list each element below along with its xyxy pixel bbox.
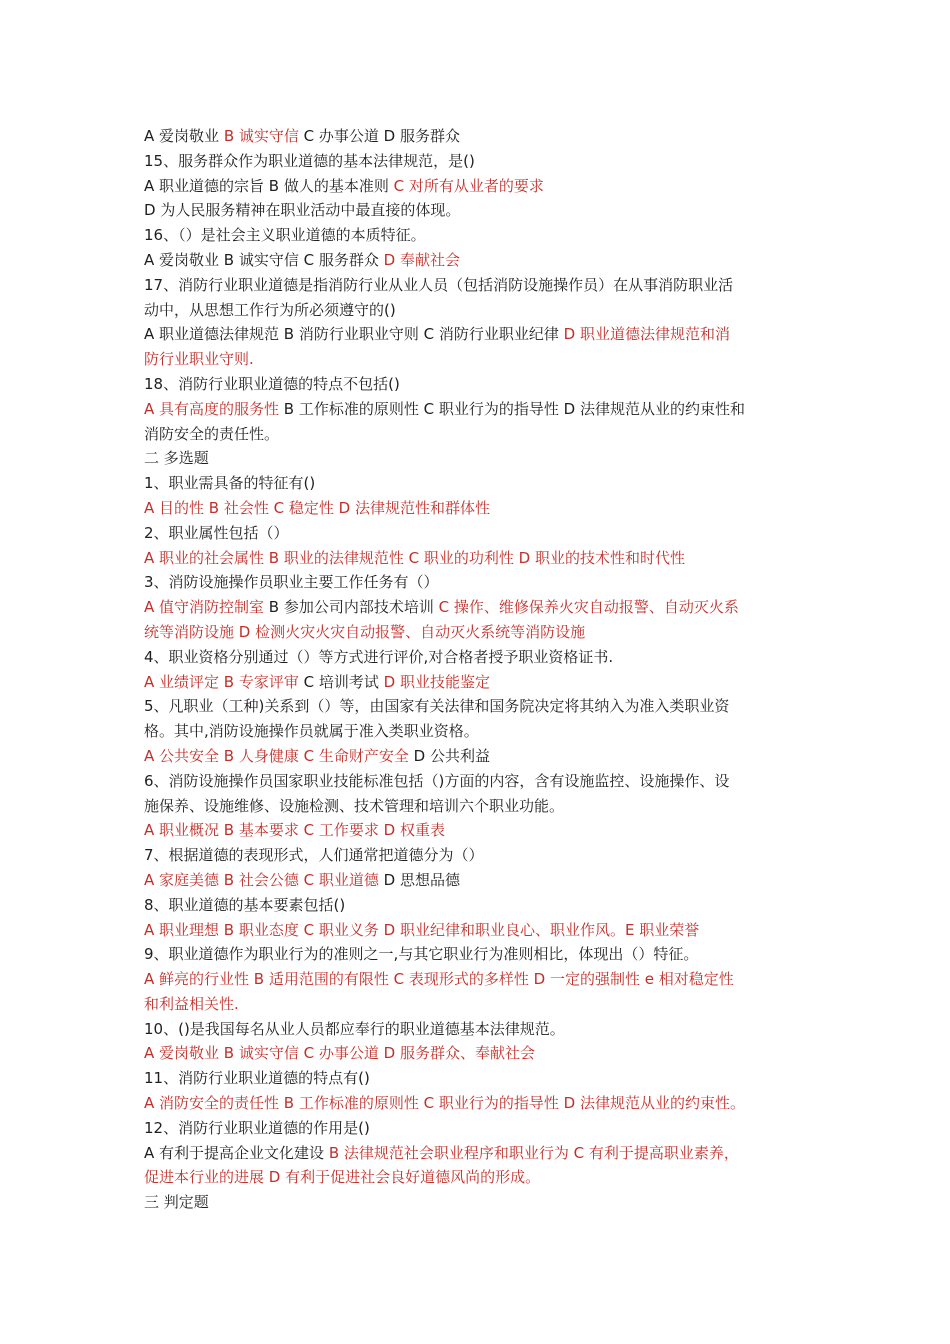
text-line (144, 446, 814, 471)
answer-text: 统等消防设施 D 检测火灾火灾自动报警、自动灭火系统等消防设施 (144, 622, 586, 641)
question-text: D 思想品德 (378, 870, 460, 889)
text-line (144, 1017, 814, 1042)
question-text: 17、消防行业职业道德是指消防行业从业人员（包括消防设施操作员）在从事消防职业活 (144, 275, 734, 294)
answer-text: 防行业职业守则. (144, 350, 254, 369)
text-line (144, 1066, 814, 1091)
question-text: C 培训考试 (298, 672, 384, 691)
text-line (144, 744, 814, 769)
text-line (144, 893, 814, 918)
answer-text: A 鲜亮的行业性 B 适用范围的有限性 C 表现形式的多样性 D 一定的强制性 e 相对稳定性 (144, 970, 734, 989)
question-text: 4、职业资格分别通过（）等方式进行评价,对合格者授予职业资格证书. (144, 647, 614, 666)
text-line (144, 124, 814, 149)
answer-text: 促进本行业的进展 D 有利于促进社会良好道德风尚的形成。 (144, 1168, 541, 1187)
text-line (144, 471, 814, 496)
question-text: 格。其中,消防设施操作员就属于准入类职业资格。 (144, 722, 479, 741)
question-text: A 爱岗敬业 B 诚实守信 C 服务群众 (144, 250, 384, 269)
answer-text: B 诚实守信 (223, 127, 299, 145)
text-line (144, 1165, 814, 1190)
text-line (144, 521, 814, 546)
text-line (144, 496, 814, 521)
question-text: 9、职业道德作为职业行为的准则之一,与其它职业行为准则相比，体现出（）特征。 (144, 945, 699, 964)
text-line (144, 992, 814, 1017)
question-text: A 职业道德法律规范 B 消防行业职业守则 C 消防行业职业纪律 (144, 325, 564, 344)
question-text: 10、()是我国每名从业人员都应奉行的职业道德基本法律规范。 (144, 1019, 565, 1038)
question-text: 8、职业道德的基本要素包括() (144, 895, 346, 914)
question-text: B 参加公司内部技术培训 (264, 598, 439, 617)
question-text: B 工作标准的原则性 C 职业行为的指导性 D 法律规范从业的约束性和 (279, 399, 745, 418)
question-text: 三 判定题 (144, 1193, 209, 1212)
text-line (144, 967, 814, 992)
text-line (144, 372, 814, 397)
text-line (144, 422, 814, 447)
answer-text: A 业绩评定 B 专家评审 (144, 672, 299, 691)
question-text: 15、服务群众作为职业道德的基本法律规范，是() (144, 151, 475, 170)
text-line (144, 694, 814, 719)
answer-text: D 职业道德法律规范和消 (563, 325, 730, 344)
question-text: 5、凡职业（工种)关系到（）等，由国家有关法律和国务院决定将其纳入为准入类职业资 (144, 697, 730, 716)
answer-text: D 奉献社会 (383, 250, 460, 269)
text-line (144, 174, 814, 199)
question-text: D 公共利益 (408, 746, 490, 765)
question-text: A 职业道德的宗旨 B 做人的基本准则 (144, 176, 394, 195)
question-text: 施保养、设施维修、设施检测、技术管理和培训六个职业功能。 (144, 796, 565, 815)
question-text: 12、消防行业职业道德的作用是() (144, 1118, 370, 1137)
answer-text: A 职业的社会属性 B 职业的法律规范性 C 职业的功利性 D 职业的技术性和时代性 (144, 548, 685, 567)
text-line (144, 397, 814, 422)
text-line (144, 1116, 814, 1141)
text-line (144, 769, 814, 794)
answer-text: C 操作、维修保养火灾自动报警、自动灭火系 (438, 598, 739, 617)
text-line (144, 918, 814, 943)
answer-text: A 目的性 B 社会性 C 稳定性 D 法律规范性和群体性 (144, 498, 490, 517)
text-line (144, 322, 814, 347)
answer-text: A 职业理想 B 职业态度 C 职业义务 D 职业纪律和职业良心、职业作风。E 职业荣誉 (144, 920, 700, 939)
answer-text: C 对所有从业者的要求 (393, 176, 544, 195)
text-line (144, 719, 814, 744)
question-text: 11、消防行业职业道德的特点有() (144, 1069, 370, 1088)
question-text: D 为人民服务精神在职业活动中最直接的体现。 (144, 201, 461, 220)
text-line (144, 818, 814, 843)
question-text: C 办事公道 D 服务群众 (298, 127, 460, 145)
answer-text: B 法律规范社会职业程序和职业行为 C 有利于提高职业素养， (328, 1143, 739, 1162)
text-line (144, 149, 814, 174)
question-text: 16、（）是社会主义职业道德的本质特征。 (144, 226, 426, 245)
answer-text: A 职业概况 B 基本要求 C 工作要求 D 权重表 (144, 821, 445, 840)
question-text: 18、消防行业职业道德的特点不包括() (144, 374, 400, 393)
answer-text: A 爱岗敬业 B 诚实守信 C 办事公道 D 服务群众、奉献社会 (144, 1044, 535, 1063)
answer-text: A 家庭美德 B 社会公德 C 职业道德 (144, 870, 379, 889)
question-text: 7、根据道德的表现形式，人们通常把道德分为（） (144, 846, 484, 865)
question-text: A 有利于提高企业文化建设 (144, 1143, 329, 1162)
answer-text: D 职业技能鉴定 (383, 672, 490, 691)
text-line (144, 670, 814, 695)
text-line (144, 223, 814, 248)
text-line (144, 1091, 814, 1116)
question-text: 动中，从思想工作行为所必须遵守的() (144, 300, 396, 319)
text-line (144, 570, 814, 595)
question-text: 6、消防设施操作员国家职业技能标准包括（)方面的内容，含有设施监控、设施操作、设 (144, 771, 730, 790)
text-line (144, 198, 814, 223)
text-line (144, 645, 814, 670)
answer-text: A 值守消防控制室 (144, 598, 265, 617)
text-line (144, 347, 814, 372)
question-text: 2、职业属性包括（） (144, 523, 289, 542)
answer-text: A 公共安全 B 人身健康 C 生命财产安全 (144, 746, 409, 765)
question-text: 3、消防设施操作员职业主要工作任务有（） (144, 573, 439, 592)
answer-text: A 具有高度的服务性 (144, 399, 280, 418)
text-line (144, 868, 814, 893)
text-line (144, 1041, 814, 1066)
question-text: 消防安全的责任性。 (144, 424, 280, 443)
question-text: 1、职业需具备的特征有() (144, 474, 316, 493)
question-text: 二 多选题 (144, 449, 209, 468)
document-body (144, 124, 814, 1215)
text-line (144, 794, 814, 819)
text-line (144, 942, 814, 967)
answer-text: A 消防安全的责任性 B 工作标准的原则性 C 职业行为的指导性 D 法律规范从业的约束性。 (144, 1094, 745, 1113)
text-line (144, 546, 814, 571)
text-line (144, 1190, 814, 1215)
text-line (144, 1141, 814, 1166)
text-line (144, 620, 814, 645)
text-line (144, 298, 814, 323)
text-line (144, 248, 814, 273)
question-text: A 爱岗敬业 (144, 127, 224, 145)
text-line (144, 273, 814, 298)
text-line (144, 595, 814, 620)
answer-text: 和利益相关性. (144, 994, 239, 1013)
text-line (144, 843, 814, 868)
